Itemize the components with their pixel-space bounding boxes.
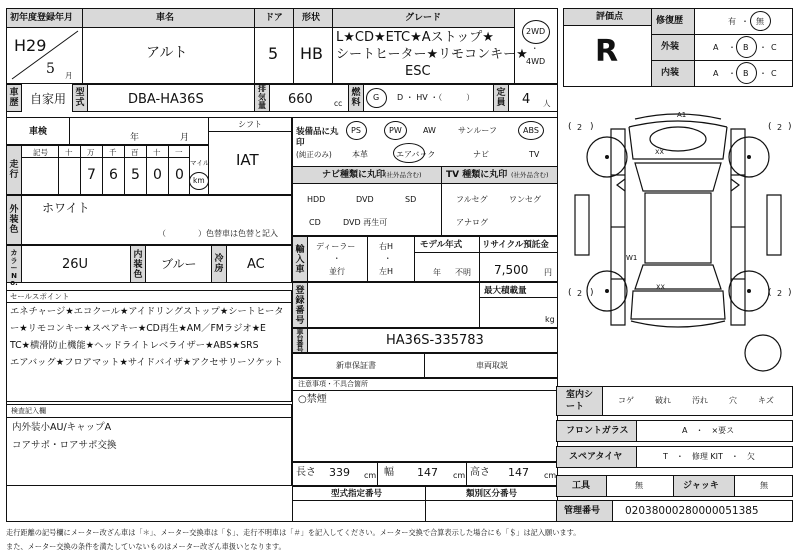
mileage-head-1: 十 <box>65 148 73 157</box>
height-value: 147 <box>508 466 529 479</box>
paren-close-tl: ) <box>590 122 594 132</box>
mileage-col-line <box>168 145 169 195</box>
mileage-digit-2: 7 <box>87 167 96 183</box>
right-sill <box>767 195 781 255</box>
doors-label: ドア <box>265 13 283 23</box>
navi-dvd-play: DVD 再生可 <box>343 218 388 227</box>
grade-line3: ESC <box>405 64 431 79</box>
repair-dot: ・ <box>741 17 749 26</box>
paren-num-tl: 2 <box>577 123 583 132</box>
mileage-col-line <box>124 145 125 195</box>
shift-divider <box>208 131 292 132</box>
length-value: 339 <box>329 466 350 479</box>
import-parallel: 並行 <box>329 267 345 276</box>
rear-bumper-shape <box>631 321 725 327</box>
equip-tv: TV <box>529 150 540 159</box>
spare-wheel <box>745 335 781 371</box>
grade-line1: L★CD★ETC★Aストップ★ <box>336 30 494 45</box>
inspection-year: 年 <box>130 133 140 143</box>
paren-num-tr: 2 <box>777 123 783 132</box>
navi-cd: CD <box>309 218 321 227</box>
tv-analog: アナログ <box>456 218 488 227</box>
management-value: 02038000280000051385 <box>625 505 759 517</box>
exterior-b: B <box>743 43 749 52</box>
interior-b: B <box>743 69 749 78</box>
model-year-label: モデル年式 <box>420 240 463 250</box>
import-dot-2: ・ <box>384 254 392 263</box>
grade-line2: シートヒーター★リモコンキー★ <box>336 47 528 62</box>
capacity-unit: 人 <box>543 99 551 108</box>
dim-sep-2 <box>466 462 467 486</box>
mileage-digit-5: 0 <box>153 167 162 183</box>
hood-shape <box>629 127 727 159</box>
height-label: 高さ <box>470 467 490 478</box>
notes-label: 注意事項・不具合箇所 <box>298 380 368 388</box>
model-value: アルト <box>146 45 188 61</box>
model-code-value: DBA-HA36S <box>128 92 204 107</box>
rating-label: 評価点 <box>596 12 624 22</box>
registration-label: 初年度登録年月 <box>10 13 74 23</box>
management-label: 管理番号 <box>564 506 601 516</box>
mirror-left <box>617 179 625 191</box>
aircon-label: 冷房 <box>214 254 224 274</box>
model-label: 車名 <box>156 13 175 23</box>
interior-dot-1: ・ <box>728 69 736 78</box>
inspector-line <box>6 417 292 418</box>
tv-oneseg: ワンセグ <box>509 195 541 204</box>
color-no-label: カラーNo. <box>10 249 18 287</box>
paren-num-br: 2 <box>777 289 783 298</box>
width-value: 147 <box>417 466 438 479</box>
shift-value: IAT <box>236 151 259 169</box>
windshield-value: A ・ ×要ス <box>682 426 735 435</box>
exterior-a: A <box>713 43 719 52</box>
spare-tire-label: スペアタイヤ <box>569 452 623 462</box>
exterior-color-label: 外装色 <box>9 205 19 235</box>
equip-navi: ナビ <box>473 150 489 159</box>
exterior-c: C <box>771 43 777 52</box>
model-year-unknown: 不明 <box>455 268 471 277</box>
capacity-label: 定員 <box>496 88 506 108</box>
recycle-value: 7,500 <box>494 263 529 277</box>
drive-dot: ・ <box>531 44 539 53</box>
exterior-dot-1: ・ <box>728 43 736 52</box>
displacement-unit: cc <box>334 99 343 108</box>
seat-stain: 汚れ <box>692 396 708 405</box>
equip-sunroof: サンルーフ <box>458 126 497 135</box>
width-label: 幅 <box>384 467 394 478</box>
fuel-g: G <box>373 93 380 102</box>
drive-2wd: 2WD <box>526 27 546 36</box>
repair-yes: 有 <box>728 17 736 26</box>
jack-value: 無 <box>760 481 768 490</box>
tools-value: 無 <box>635 481 643 490</box>
interior-dot-2: ・ <box>759 69 767 78</box>
mileage-col-line <box>146 145 147 195</box>
drive-4wd: 4WD <box>526 57 546 66</box>
sales-points-label: セールスポイント <box>10 292 70 301</box>
import-dealer: ディーラー <box>316 242 356 251</box>
front-bumper-inner <box>629 121 727 127</box>
seat-label: 室内シート <box>566 390 594 412</box>
notes-line <box>292 390 558 391</box>
displacement-value: 660 <box>288 92 313 107</box>
recycle-unit: 円 <box>544 268 552 277</box>
mileage-header-line <box>21 157 189 158</box>
rear-window-shape <box>635 265 721 289</box>
navi-hdd: HDD <box>307 195 326 204</box>
capacity-value: 4 <box>522 92 531 107</box>
mileage-col-line <box>58 145 59 195</box>
navi-sd: SD <box>405 195 417 204</box>
mileage-digit-4: 5 <box>131 167 140 183</box>
inspector-line-1: 内外装小AU/キャップA <box>12 422 112 433</box>
category-label: 類別区分番号 <box>466 489 518 499</box>
footnote-line-2: また、メーター交換の条件を満たしていないものはメーター改ざん車扱いとなります。 <box>6 542 286 551</box>
shape-value: HB <box>300 44 324 63</box>
diagram-a1: A1 <box>677 111 687 119</box>
left-sill <box>575 195 589 255</box>
manual-label: 車両取説 <box>476 361 508 370</box>
windshield-shape <box>635 163 721 191</box>
footnote-line-1: 走行距離の記号欄にメーター改ざん車は「＊」、メーター交換車は「＄」、走行不明車は「＃」を記入してください。メーター交換で合算表示した場合にも「＄」は記入願います。 <box>6 528 581 537</box>
paren-open-br: ( <box>768 288 772 298</box>
diagram-xx-front: XX <box>655 148 664 156</box>
roof-shape <box>645 193 711 263</box>
import-left: 左H <box>379 267 394 276</box>
usage-value: 自家用 <box>30 92 67 106</box>
mirror-right <box>731 179 739 191</box>
import-right: 右H <box>379 242 394 251</box>
interior-color-label: 内装色 <box>133 250 143 280</box>
mileage-digit-6: 0 <box>175 167 184 183</box>
mileage-head-5: 十 <box>153 148 161 157</box>
height-unit: cm <box>544 471 557 480</box>
model-code-label: 型式 <box>75 88 85 108</box>
fuel-label: 燃料 <box>351 88 361 108</box>
reg-no-label: 登録番号 <box>295 286 305 326</box>
windshield-label: フロントガラス <box>566 426 629 436</box>
jack-label: ジャッキ <box>683 481 719 491</box>
exterior-dot-2: ・ <box>759 43 767 52</box>
registration-year: H29 <box>14 36 47 55</box>
sales-point-line-4: エアバッグ★フロアマット★サイドバイザ★アクセサリーソケット <box>10 357 283 368</box>
paren-close-bl: ) <box>590 288 594 298</box>
shift-label: シフト <box>238 120 262 129</box>
mileage-col-line <box>189 145 190 195</box>
paren-open-tl: ( <box>568 122 572 132</box>
mileage-head-6: 一 <box>175 148 183 157</box>
interior-a: A <box>713 69 719 78</box>
max-load-line <box>479 297 558 298</box>
max-load-label: 最大積載量 <box>484 286 527 296</box>
import-divider <box>367 236 368 282</box>
tools-label: 工具 <box>572 481 591 491</box>
dim-sep-1 <box>377 462 378 486</box>
color-no-value: 26U <box>62 257 89 272</box>
inspector-label: 検査記入欄 <box>11 407 46 415</box>
inspector-line-2: コアサポ・ロアサポ交換 <box>12 440 117 451</box>
repair-no: 無 <box>756 17 764 26</box>
import-dot-1: ・ <box>333 254 341 263</box>
equip-leather: 本革 <box>352 150 368 159</box>
recycle-label: リサイクル預託金 <box>482 240 549 250</box>
interior-grade-label: 内装 <box>661 68 680 78</box>
paren-open-tr: ( <box>768 122 772 132</box>
length-unit: cm <box>364 471 377 480</box>
import-label: 輸入車 <box>295 245 305 275</box>
paren-num-bl: 2 <box>577 289 583 298</box>
model-year-year: 年 <box>433 268 441 277</box>
mileage-mile: マイル <box>190 159 210 167</box>
fuel-options: D ・ HV ・（ ） <box>397 93 475 102</box>
diagram-w1: W1 <box>626 254 638 262</box>
equip-abs: ABS <box>523 126 539 135</box>
mileage-head-4: 百 <box>131 148 139 157</box>
sales-points-line <box>6 302 292 303</box>
doors-value: 5 <box>268 44 279 63</box>
length-label: 長さ <box>296 467 316 478</box>
rating-value: R <box>595 34 619 69</box>
exterior-grade-label: 外装 <box>661 42 680 52</box>
tv-note: (社外品含む) <box>511 171 549 179</box>
trunk-shape <box>631 291 725 319</box>
paren-close-br: ) <box>788 288 792 298</box>
sales-point-line-1: エネチャージ★エコクール★アイドリングストップ★シートヒータ <box>10 306 284 317</box>
max-load-unit: kg <box>545 315 555 324</box>
warranty-label: 新車保証書 <box>336 361 376 370</box>
seat-tear: 破れ <box>655 396 671 405</box>
interior-color-value: ブルー <box>161 257 197 271</box>
tv-label: TV 種類に丸印 <box>446 170 508 180</box>
mileage-km: km <box>193 176 205 185</box>
inspection-month: 月 <box>180 133 190 143</box>
width-unit: cm <box>453 471 466 480</box>
equipment-label: 装備品に丸印 <box>296 127 339 148</box>
navi-label: ナビ種類に丸印 <box>322 170 386 180</box>
tv-fullseg: フルセグ <box>456 195 488 204</box>
aircon-value: AC <box>247 257 265 272</box>
registration-month: 5 <box>46 61 55 77</box>
seat-hole: 穴 <box>729 396 737 405</box>
paren-close-tr: ) <box>788 122 792 132</box>
exterior-color-note: （ ）色替車は色替と記入 <box>158 229 278 238</box>
interior-c: C <box>771 69 777 78</box>
usage-label: 車歴 <box>9 88 19 108</box>
navi-note: (社外品含む) <box>384 171 422 179</box>
sales-point-line-2: ー★リモコンキー★スペアキー★CD再生★AM／FMラジオ★E <box>10 323 266 334</box>
seat-scratch: キズ <box>758 396 774 405</box>
diagram-xx-rear: XX <box>656 283 665 291</box>
mileage-label: 走行 <box>9 160 19 180</box>
mileage-head-3: 千 <box>109 148 117 157</box>
car-diagram <box>563 95 793 385</box>
mileage-digit-3: 6 <box>109 167 118 183</box>
seat-burn: コゲ <box>618 396 634 405</box>
registration-month-unit: 月 <box>65 71 73 80</box>
mileage-head-2: 万 <box>87 148 95 157</box>
equip-ps: PS <box>351 126 361 135</box>
mileage-sign-label: 記号 <box>33 148 48 157</box>
type-designation-label: 型式指定番号 <box>331 489 383 499</box>
chassis-label: 車台番号 <box>296 328 304 354</box>
navi-dvd: DVD <box>356 195 374 204</box>
shape-label: 形状 <box>302 13 321 23</box>
chassis-value: HA36S-335783 <box>386 333 484 348</box>
reg-no-cell <box>307 282 480 328</box>
equip-airbag: エアバック <box>396 150 436 159</box>
paren-open-bl: ( <box>568 288 572 298</box>
inspection-label: 車検 <box>29 127 48 137</box>
mileage-col-line <box>80 145 81 195</box>
equip-aw: AW <box>423 126 436 135</box>
sales-point-line-3: TC★横滑防止機能★ヘッドライトレベライザー★ABS★SRS <box>10 340 259 351</box>
equipment-sublabel: (純正のみ) <box>296 150 332 159</box>
grade-label: グレード <box>405 13 442 23</box>
spare-tire-value: T ・ 修理 KIT ・ 欠 <box>663 452 755 461</box>
repair-label: 修復歴 <box>656 16 684 26</box>
equip-pw: PW <box>389 126 402 135</box>
displacement-label: 排気量 <box>258 84 266 110</box>
exterior-color-value: ホワイト <box>42 201 90 215</box>
mileage-col-line <box>102 145 103 195</box>
notes-value: ○禁煙 <box>298 394 327 405</box>
